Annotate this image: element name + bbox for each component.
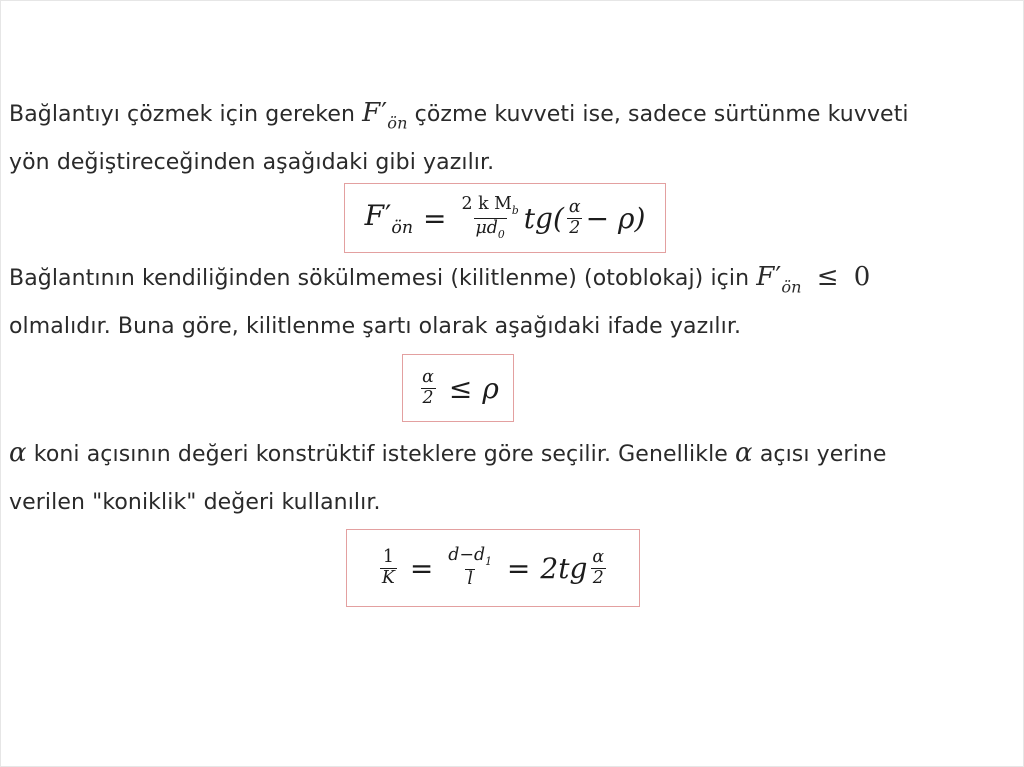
paragraph-2-line-2: olmalıdır. Buna göre, kilitlenme şartı olarak aşağıdaki ifade yazılır. <box>9 314 742 339</box>
eq1-fraction <box>460 195 521 240</box>
fraction-numerator <box>446 546 494 568</box>
fraction-numerator: α <box>422 366 434 387</box>
numerator-subscript: b <box>511 204 519 218</box>
prime-mark: ′ <box>775 262 782 292</box>
force-symbol-inline <box>362 98 408 133</box>
numerator-text: d−d <box>448 545 486 566</box>
prime-mark: ′ <box>385 198 392 232</box>
paragraph-1-line-2: yön değiştireceğinden aşağıdaki gibi yazılır. <box>9 150 495 175</box>
fraction-numerator: 1 <box>382 546 394 567</box>
fraction-numerator: α <box>592 546 605 567</box>
denominator-subscript: 0 <box>497 227 505 241</box>
fraction-denominator: l <box>467 568 473 589</box>
tg-function: tg( <box>523 201 564 235</box>
alpha-over-two <box>567 198 583 239</box>
leq-sign: ≤ <box>448 371 473 405</box>
text-span: Bağlantının kendiliğinden sökülmemesi (kilitlenme) (otoblokaj) için <box>9 266 750 291</box>
subscript-on: ön <box>387 113 408 133</box>
fraction-denominator: 2 <box>422 387 434 408</box>
text-span: koni açısının değeri konstrüktif isteklere göre seçilir. Genellikle <box>33 442 728 467</box>
prime-mark: ′ <box>381 98 388 128</box>
minus-rho: − ρ) <box>585 201 646 235</box>
numerator-text: 2 k M <box>461 194 512 215</box>
text-span: çözme kuvveti ise, sadece sürtünme kuvveti <box>414 102 909 127</box>
text-span: açısı yerine <box>759 442 887 467</box>
diameter-difference-fraction <box>446 546 494 589</box>
subscript-on: ön <box>391 217 414 238</box>
alpha-symbol: α <box>735 438 753 468</box>
fraction-denominator: 2 <box>569 217 581 238</box>
numerator-subscript: 1 <box>485 555 492 569</box>
fraction-denominator: K <box>381 567 395 588</box>
force-letter: F <box>362 98 381 128</box>
one-over-k <box>380 548 397 589</box>
alpha-over-two <box>420 368 436 409</box>
fraction-numerator: α <box>568 196 581 217</box>
text-span: Bağlantıyı çözmek için gereken <box>9 102 356 127</box>
two-tg: 2tg <box>540 551 588 585</box>
equation-box-3 <box>346 529 640 607</box>
force-letter: F <box>756 262 775 292</box>
paragraph-3-line-1 <box>9 429 886 479</box>
eq1-lhs <box>365 199 413 238</box>
subscript-on: ön <box>781 277 802 297</box>
equation-box-2 <box>402 354 514 422</box>
fraction-denominator <box>474 218 507 241</box>
denominator-text: μd <box>475 217 498 238</box>
zero-value: 0 <box>853 262 871 292</box>
force-letter: F <box>364 198 385 232</box>
equals-sign: = <box>506 551 531 585</box>
alpha-symbol: α <box>9 438 27 468</box>
fraction-denominator: 2 <box>592 567 604 588</box>
alpha-over-two <box>590 548 606 589</box>
paragraph-3-line-2: verilen "koniklik" değeri kullanılır. <box>9 490 381 515</box>
rho-symbol: ρ <box>482 371 499 405</box>
leq-sign: ≤ <box>816 262 839 292</box>
equals-sign: = <box>409 551 434 585</box>
force-symbol-inline <box>756 262 802 297</box>
fraction-numerator <box>460 195 521 217</box>
equation-box-1 <box>344 183 666 253</box>
equals-sign: = <box>423 201 447 235</box>
